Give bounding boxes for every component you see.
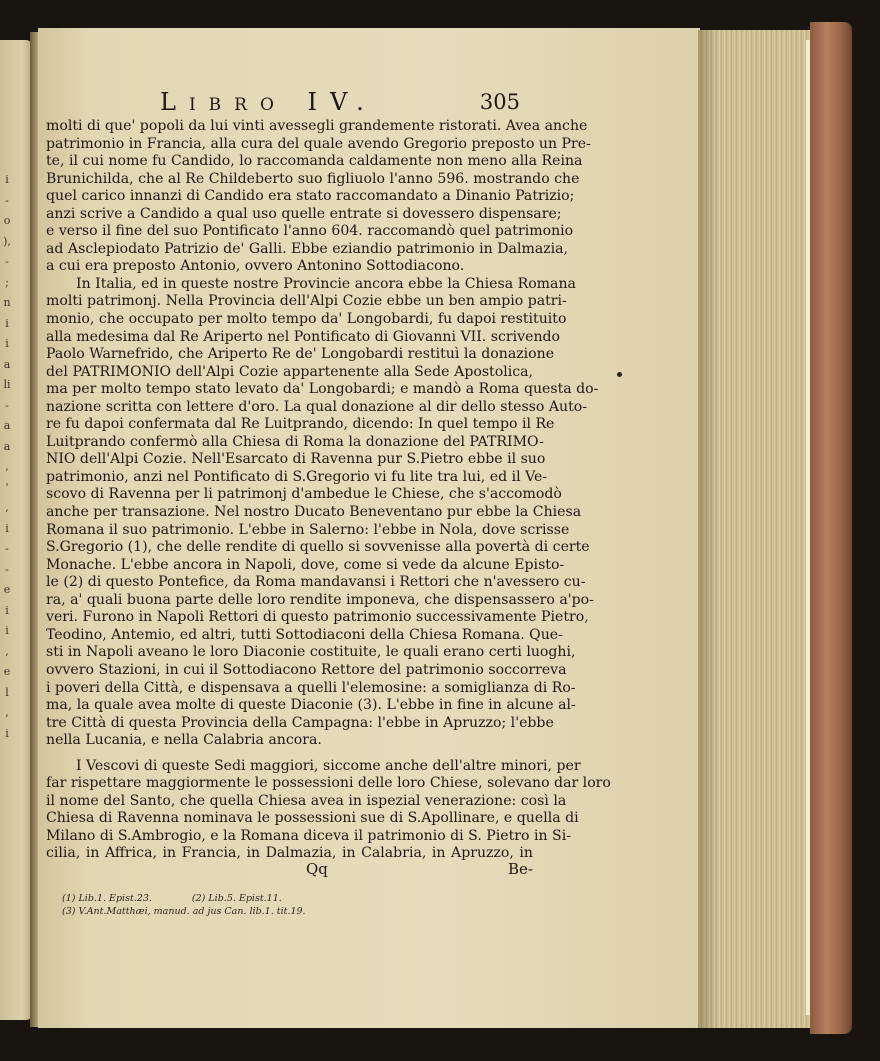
marbled-cover-edge <box>810 22 852 1034</box>
left-margin-char: i <box>5 624 9 637</box>
text-line: Paolo Warnefrido, che Ariperto Re de' Longobardi restituì la donazione <box>46 346 555 363</box>
left-margin-char: - <box>5 398 9 412</box>
left-margin-char: , <box>5 501 9 514</box>
text-line: monio, che occupato per molto tempo da' Longobardi, fu dapoi restituito <box>46 311 567 328</box>
text-line: patrimonio in Francia, alla cura del quale avendo Gregorio preposto un Pre- <box>46 135 591 152</box>
text-line: cilia, in Affrica, in Francia, in Dalmazia, in Calabria, in Apruzzo, in <box>46 845 533 862</box>
text-line: il nome del Santo, che quella Chiesa avea in ispezial venerazione: così la <box>46 792 567 809</box>
text-line: te, il cui nome fu Candido, lo raccomanda caldamente non meno alla Reina <box>46 153 583 170</box>
left-page-margin-fragments <box>0 170 14 744</box>
footnotes <box>62 892 532 918</box>
left-margin-char: ' <box>5 480 9 494</box>
left-margin-char: ), <box>3 234 11 248</box>
paragraph-1 <box>46 118 591 276</box>
text-line: veri. Furono in Napoli Rettori di questo patrimonio successivamente Pietro, <box>46 609 589 626</box>
left-margin-char: ; <box>5 275 9 289</box>
text-line: molti di que' popoli da lui vinti avessegli grandemente ristorati. Avea anche <box>46 118 588 134</box>
page-header <box>160 88 520 120</box>
text-line: molti patrimonj. Nella Provincia dell'Alpi Cozie ebbe un ben ampio patri- <box>46 293 567 310</box>
left-margin-char: e <box>3 583 11 596</box>
text-line: patrimonio, anzi nel Pontificato di S.Gregorio vi fu lite tra lui, ed il Ve- <box>46 468 548 485</box>
text-line: Teodino, Antemio, ed altri, tutti Sottodiaconi della Chiesa Romana. Que- <box>46 626 563 643</box>
text-line: alla medesima dal Re Ariperto nel Pontificato di Giovanni VII. scrivendo <box>46 328 561 345</box>
text-line: anche per transazione. Nel nostro Ducato Beneventano pur ebbe la Chiesa <box>46 504 582 521</box>
left-margin-char: , <box>5 644 9 658</box>
text-line: le (2) di questo Pontefice, da Roma mandavansi i Rettori che n'avessero cu- <box>46 574 586 591</box>
footnote-3: (3) V.Ant.Matthæi, manud. ad jus Can. lib.1. tit.19. <box>62 906 306 917</box>
text-line: re fu dapoi confermata dal Re Luitprando, dicendo: In quel tempo il Re <box>46 416 555 433</box>
left-margin-char: li <box>3 378 11 391</box>
text-line: ma per molto tempo stato levato da' Longobardi; e mandò a Roma questa do- <box>46 381 599 398</box>
left-margin-char: , <box>5 706 9 719</box>
text-line: tre Città di questa Provincia della Campagna: l'ebbe in Apruzzo; l'ebbe <box>46 714 554 731</box>
text-line: anzi scrive a Candido a qual uso quelle entrate si dovessero dispensare; <box>46 205 562 222</box>
page-footer <box>46 860 533 880</box>
text-line: I Vescovi di queste Sedi maggiori, siccome anche dell'altre minori, per <box>76 757 581 774</box>
left-margin-char: a <box>3 357 11 371</box>
footnote-2: (2) Lib.5. Epist.11. <box>191 893 282 904</box>
left-margin-char: i <box>5 337 9 350</box>
left-margin-char: i <box>5 521 9 535</box>
left-margin-char: i <box>5 603 9 617</box>
left-margin-char: l <box>5 685 9 699</box>
signature-mark: Qq <box>306 860 328 878</box>
text-line: ovvero Stazioni, in cui il Sottodiacono Rettore del patrimonio soccorreva <box>46 661 567 678</box>
text-line: S.Gregorio (1), che delle rendite di quello si sovvenisse alla povertà di certe <box>46 539 590 556</box>
text-line: Milano di S.Ambrogio, e la Romana diceva il patrimonio di S. Pietro in Si- <box>46 827 571 844</box>
left-margin-char: i <box>5 173 9 186</box>
text-line: Luitprando confermò alla Chiesa di Roma la donazione del PATRIMO- <box>46 433 544 450</box>
footnote-line <box>62 892 532 905</box>
text-line: i poveri della Città, e dispensava a quelli l'elemosine: a somiglianza di Ro- <box>46 679 576 696</box>
text-line: sti in Napoli aveano le loro Diaconie costituite, le quali erano certi luoghi, <box>46 644 576 661</box>
page-number: 305 <box>479 90 520 114</box>
text-line: ma, la quale avea molte di queste Diaconie (3). L'ebbe in fine in alcune al- <box>46 697 576 714</box>
footnote-1: (1) Lib.1. Epist.23. <box>62 893 152 904</box>
text-line: NIO dell'Alpi Cozie. Nell'Esarcato di Ravenna pur S.Pietro ebbe il suo <box>46 451 546 468</box>
catchword: Be- <box>508 860 533 878</box>
left-margin-char: - <box>5 562 9 576</box>
paragraph-3 <box>46 757 611 863</box>
ink-spot <box>617 372 622 377</box>
running-title: Libro IV. <box>160 88 377 116</box>
left-margin-char: , <box>5 460 9 473</box>
text-line: e verso il fine del suo Pontificato l'anno 604. raccomandò quel patrimonio <box>46 223 574 240</box>
text-line: scovo di Ravenna per li patrimonj d'ambedue le Chiese, che s'accomodò <box>46 486 562 503</box>
paragraph-gap <box>46 750 533 758</box>
text-line: nella Lucania, e nella Calabria ancora. <box>46 732 322 749</box>
paragraph-2 <box>46 275 599 750</box>
text-line: In Italia, ed in queste nostre Provincie ancora ebbe la Chiesa Romana <box>76 275 576 292</box>
text-line: Chiesa di Ravenna nominava le possessioni sue di S.Apollinare, e quella di <box>46 810 579 827</box>
text-line: ad Asclepiodato Patrizio de' Galli. Ebbe eziandio patrimonio in Dalmazia, <box>46 240 569 257</box>
text-line: del PATRIMONIO dell'Alpi Cozie appartenente alla Sede Apostolica, <box>46 363 533 380</box>
text-line: quel carico innanzi di Candido era stato raccomandato a Dinanio Patrizio; <box>46 188 575 205</box>
left-margin-char: - <box>5 542 9 555</box>
text-line: ra, a' quali buona parte delle loro rendite imponeva, che dispensassero a'po- <box>46 591 594 608</box>
left-margin-char: i <box>5 726 9 740</box>
text-line: Romana il suo patrimonio. L'ebbe in Salerno: l'ebbe in Nola, dove scrisse <box>46 521 570 538</box>
text-line: Brunichilda, che al Re Childeberto suo figliuolo l'anno 596. mostrando che <box>46 170 580 187</box>
left-margin-char: - <box>5 193 9 207</box>
text-line: a cui era preposto Antonio, ovvero Antonino Sottodiacono. <box>46 258 465 275</box>
left-margin-char: n <box>3 296 11 309</box>
left-margin-char: - <box>5 255 9 268</box>
text-line: nazione scritta con lettere d'oro. La qual donazione al dir dello stesso Auto- <box>46 398 588 415</box>
left-margin-char: o <box>3 214 11 227</box>
text-line: Monache. L'ebbe ancora in Napoli, dove, come si vede da alcune Episto- <box>46 556 565 573</box>
left-margin-char: a <box>3 439 11 453</box>
left-margin-char: i <box>5 316 9 330</box>
page-edge-shadow <box>698 30 718 1028</box>
left-margin-char: e <box>3 665 11 678</box>
left-margin-char: a <box>3 419 11 432</box>
body-text <box>46 118 611 863</box>
text-line: far rispettare maggiormente le possessioni delle loro Chiese, solevano dar loro <box>46 775 611 792</box>
